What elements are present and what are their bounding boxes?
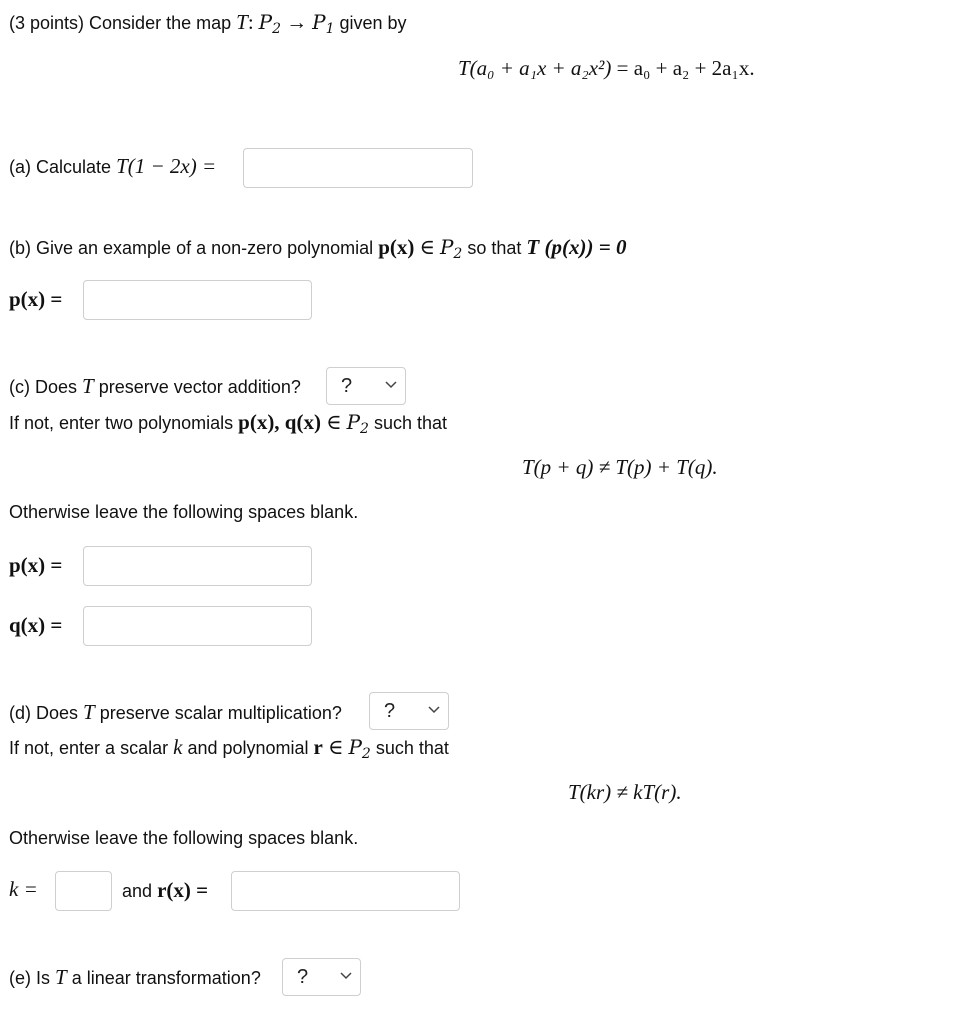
part-b-condition: T (p(x)) = 0 — [526, 235, 627, 259]
part-c-space: $P_2$ — [346, 410, 369, 437]
part-c-condition: T(p + q) ≠ T(p) + T(q). — [522, 455, 718, 479]
part-d-otherwise: Otherwise leave the following spaces blank. — [9, 828, 359, 848]
part-c-otherwise: Otherwise leave the following spaces blank. — [9, 502, 359, 522]
part-d-instruction: If not, enter a scalar k and polynomial r ∈ $P_2$ such that — [9, 735, 449, 762]
part-e-select[interactable] — [282, 958, 361, 996]
part-c-instruction: If not, enter two polynomials p(x), q(x) ∈ $P_2$ such that — [9, 410, 448, 437]
part-c-q-input[interactable] — [83, 606, 312, 646]
part-c-p-label: p(x) = — [9, 553, 63, 577]
part-d-condition: T(kr) ≠ kT(r). — [568, 780, 682, 804]
map-formula: T(a₀ + a₁x + a₂x²) = a₀ + a₂ + 2a₁x. — [458, 56, 755, 80]
part-d-r-input[interactable] — [231, 871, 460, 911]
map-symbol: T — [236, 10, 248, 34]
part-c-q-label: q(x) = — [9, 613, 63, 637]
intro-text: (3 points) Consider the map — [9, 13, 232, 33]
part-c-polys: p(x), q(x) — [238, 410, 321, 434]
part-d-k-input[interactable] — [55, 871, 112, 911]
part-e-select-value: ? — [297, 966, 309, 988]
chevron-down-icon — [385, 381, 397, 389]
chevron-down-icon — [428, 706, 440, 714]
part-c-p-input[interactable] — [83, 546, 312, 586]
part-d-select-value: ? — [384, 700, 396, 722]
part-b-px: p(x) — [378, 235, 415, 259]
chevron-down-icon — [340, 972, 352, 980]
part-d-space: $P_2$ — [348, 735, 371, 762]
part-d-question: (d) Does T preserve scalar multiplication? — [9, 700, 342, 724]
part-d-k-label: k = — [9, 877, 38, 901]
part-b-answer-input[interactable] — [83, 280, 312, 320]
part-b-answer-label: p(x) = — [9, 287, 63, 311]
domain-symbol: $P_2$ — [258, 10, 282, 37]
part-a-answer-input[interactable] — [243, 148, 473, 188]
intro-line: (3 points) Consider the map T: $P_2 \to P_1$ given by — [9, 10, 407, 37]
part-b-question: (b) Give an example of a non-zero polynomial p(x) ∈ $P_2$ so that T (p(x)) = 0 — [9, 235, 627, 262]
part-c-select-value: ? — [341, 375, 353, 397]
part-b-space: $P_2$ — [439, 235, 463, 262]
part-c-select[interactable] — [326, 367, 406, 405]
part-c-question: (c) Does T preserve vector addition? — [9, 374, 301, 398]
part-d-r-label: r(x) = — [157, 878, 209, 902]
codomain-symbol: $P_1$ — [312, 10, 335, 37]
intro-given-by: given by — [339, 13, 407, 33]
part-a-expression: T(1 − 2x) = — [116, 154, 217, 178]
part-d-select[interactable] — [369, 692, 449, 730]
part-e-question: (e) Is T a linear transformation? — [9, 965, 261, 989]
part-a-label: (a) Calculate T(1 − 2x) = — [9, 154, 217, 178]
arrow-symbol: → — [286, 10, 308, 34]
part-d-and-r: and r(x) = — [122, 878, 209, 902]
